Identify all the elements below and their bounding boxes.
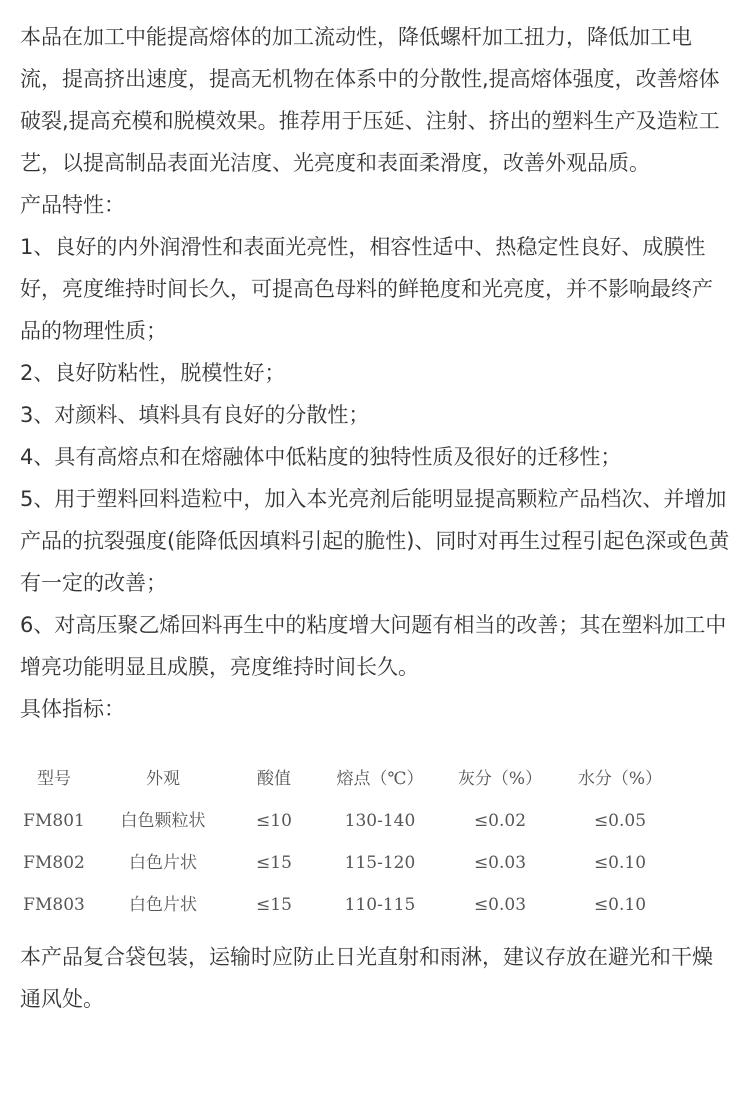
spec-table bbox=[20, 758, 690, 926]
packaging-note: 本产品复合袋包装，运输时应防止日光直射和雨淋，建议存放在避光和干燥通风处。 bbox=[20, 945, 713, 1011]
cell-moisture: ≤0.10 bbox=[593, 853, 647, 873]
table-row bbox=[20, 884, 690, 926]
table-row bbox=[20, 842, 690, 884]
cell-melting-point: 110-115 bbox=[344, 895, 416, 915]
header-melting-point: 熔点（℃） bbox=[336, 769, 424, 789]
header-ash: 灰分（%） bbox=[457, 769, 543, 789]
feature-item-3: 3、对颜料、填料具有良好的分散性； bbox=[20, 403, 370, 427]
cell-model: FM802 bbox=[23, 853, 85, 873]
feature-item-5: 5、用于塑料回料造粒中，加入本光亮剂后能明显提高颗粒产品档次、并增加产品的抗裂强度(能降低因填料引起的脆性)、同时对再生过程引起色深或色黄有一定的改善； bbox=[20, 487, 730, 595]
feature-item-6: 6、对高压聚乙烯回料再生中的粘度增大问题有相当的改善；其在塑料加工中增亮功能明显且成膜，亮度维持时间长久。 bbox=[20, 613, 727, 679]
cell-ash: ≤0.03 bbox=[473, 853, 527, 873]
cell-model: FM803 bbox=[23, 895, 85, 915]
header-appearance: 外观 bbox=[146, 769, 180, 789]
cell-acid-value: ≤15 bbox=[256, 853, 292, 873]
cell-acid-value: ≤15 bbox=[256, 895, 292, 915]
header-model: 型号 bbox=[37, 769, 71, 789]
feature-item-1: 1、良好的内外润滑性和表面光亮性，相容性适中、热稳定性良好、成膜性好，亮度维持时间长久，可提高色母料的鲜艳度和光亮度，并不影响最终产品的物理性质； bbox=[20, 235, 713, 343]
cell-moisture: ≤0.05 bbox=[593, 811, 647, 831]
cell-moisture: ≤0.10 bbox=[593, 895, 647, 915]
cell-appearance: 白色片状 bbox=[129, 895, 197, 915]
cell-melting-point: 115-120 bbox=[344, 853, 416, 873]
table-row bbox=[20, 800, 690, 842]
cell-ash: ≤0.03 bbox=[473, 895, 527, 915]
table-header-row bbox=[20, 758, 690, 800]
header-moisture: 水分（%） bbox=[577, 769, 663, 789]
cell-appearance: 白色颗粒状 bbox=[120, 811, 206, 831]
cell-melting-point: 130-140 bbox=[344, 811, 416, 831]
cell-model: FM801 bbox=[23, 811, 85, 831]
features-heading: 产品特性： bbox=[20, 193, 125, 217]
cell-ash: ≤0.02 bbox=[473, 811, 527, 831]
header-acid-value: 酸值 bbox=[257, 769, 291, 789]
specs-heading: 具体指标： bbox=[20, 697, 125, 721]
intro-paragraph: 本品在加工中能提高熔体的加工流动性，降低螺杆加工扭力，降低加工电流，提高挤出速度，提高无机物在体系中的分散性,提高熔体强度，改善熔体破裂,提高充模和脱模效果。推荐用于压延、注射、挤出的塑料生产及造粒工艺，以提高制品表面光洁度、光亮度和表面柔滑度，改善外观品质。 bbox=[20, 25, 720, 175]
feature-item-4: 4、具有高熔点和在熔融体中低粘度的独特性质及很好的迁移性； bbox=[20, 445, 622, 469]
feature-item-2: 2、良好防粘性，脱模性好； bbox=[20, 361, 286, 385]
cell-acid-value: ≤10 bbox=[256, 811, 292, 831]
cell-appearance: 白色片状 bbox=[129, 853, 197, 873]
